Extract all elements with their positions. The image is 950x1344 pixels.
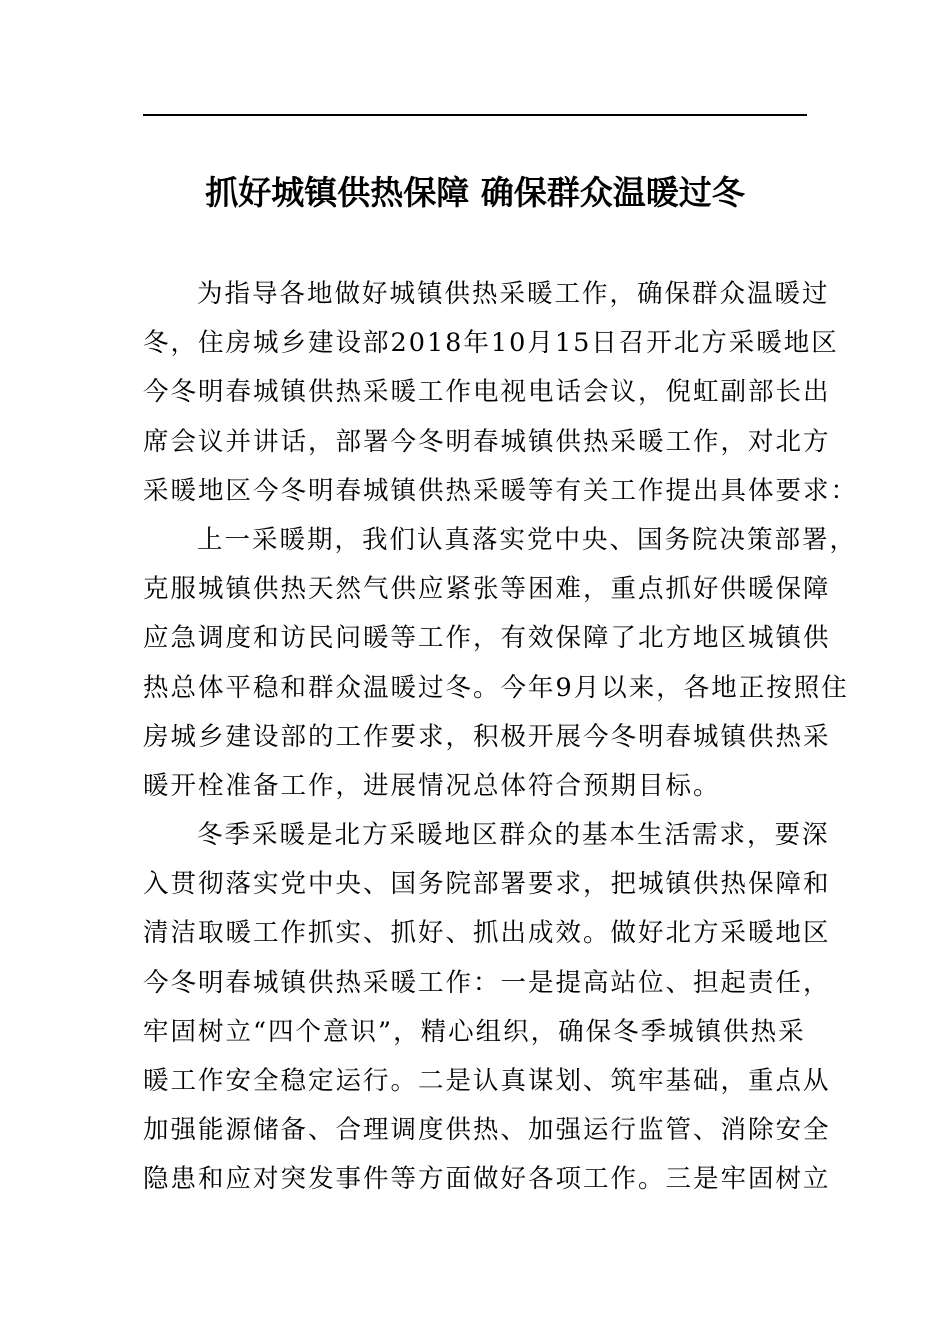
paragraph-line: 今冬明春城镇供热采暖工作电视电话会议，倪虹副部长出 — [143, 377, 831, 408]
paragraph-line: 今冬明春城镇供热采暖工作：一是提高站位、担起责任， — [143, 967, 831, 998]
paragraph-line: 采暖地区今冬明春城镇供热采暖等有关工作提出具体要求： — [143, 475, 859, 506]
paragraph-line: 清洁取暖工作抓实、抓好、抓出成效。做好北方采暖地区 — [143, 918, 831, 949]
paragraph-line: 热总体平稳和群众温暖过冬。今年9月以来，各地正按照住 — [143, 672, 849, 703]
header-rule — [143, 114, 807, 116]
paragraph-line: 席会议并讲话，部署今冬明春城镇供热采暖工作，对北方 — [143, 426, 831, 457]
paragraph-3 — [143, 811, 831, 1205]
paragraph-line: 暖开栓准备工作，进展情况总体符合预期目标。 — [143, 770, 721, 801]
paragraph-line: 冬，住房城乡建设部2018年10月15日召开北方采暖地区 — [143, 328, 839, 359]
paragraph-line: 加强能源储备、合理调度供热、加强运行监管、消除安全 — [143, 1115, 831, 1146]
document-title: 抓好城镇供热保障 确保群众温暖过冬 — [205, 173, 745, 212]
paragraph-line: 暖工作安全稳定运行。二是认真谋划、筑牢基础，重点从 — [143, 1066, 831, 1096]
paragraph-2 — [143, 516, 858, 811]
paragraph-line: 为指导各地做好城镇供热采暖工作，确保群众温暖过 — [197, 279, 830, 309]
paragraph-line: 房城乡建设部的工作要求，积极开展今冬明春城镇供热采 — [143, 721, 831, 752]
paragraph-line: 冬季采暖是北方采暖地区群众的基本生活需求，要深 — [197, 820, 830, 851]
paragraph-line: 隐患和应对突发事件等方面做好各项工作。三是牢固树立 — [143, 1164, 831, 1195]
paragraph-line: 应急调度和访民问暖等工作，有效保障了北方地区城镇供 — [143, 623, 831, 654]
paragraph-line: 克服城镇供热天然气供应紧张等困难，重点抓好供暖保障 — [143, 574, 831, 605]
paragraph-line: 入贯彻落实党中央、国务院部署要求，把城镇供热保障和 — [143, 869, 831, 900]
paragraph-line: 牢固树立“四个意识”，精心组织，确保冬季城镇供热采 — [143, 1016, 806, 1047]
paragraph-line: 上一采暖期，我们认真落实党中央、国务院决策部署， — [197, 524, 858, 555]
paragraph-1 — [143, 270, 859, 516]
document-body — [143, 270, 859, 1205]
